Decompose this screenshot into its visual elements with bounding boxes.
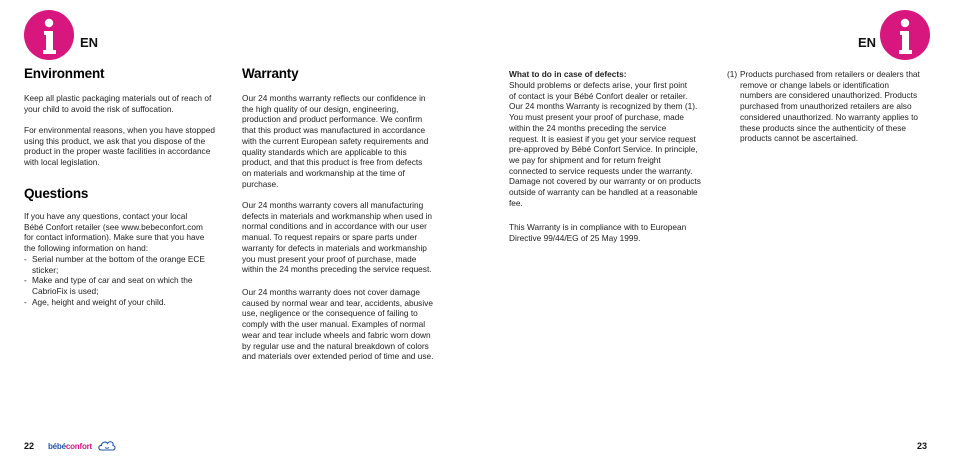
questions-list bbox=[24, 254, 222, 308]
questions-heading: Questions bbox=[24, 186, 89, 201]
environment-heading: Environment bbox=[24, 66, 105, 81]
warranty-paragraph-2: Our 24 months warranty covers all manufacturing defects in materials and workmanship when used in normal conditions and in accordance with our user manual. To request repairs or spare parts under warranty for defects in materials and workmanship you must present your proof of purchase, made within the 24 months preceding the service request. bbox=[242, 200, 433, 275]
page-number-right: 23 bbox=[917, 441, 928, 451]
logo-text-bebe: bébé bbox=[48, 442, 66, 451]
list-item bbox=[24, 254, 222, 275]
logo-text-confort: confort bbox=[65, 442, 93, 451]
info-icon bbox=[880, 10, 930, 60]
language-label-left: EN bbox=[80, 35, 99, 50]
defects-subtitle: What to do in case of defects: bbox=[509, 69, 627, 79]
environment-paragraph-2: For environmental reasons, when you have stopped using this product, we ask that you dispose of the product in the proper waste facilities in accordance with local legislation. bbox=[24, 125, 215, 168]
environment-paragraph-1: Keep all plastic packaging materials out of reach of your child to avoid the risk of suffocation. bbox=[24, 93, 212, 114]
page-number-left: 22 bbox=[24, 441, 35, 451]
info-icon bbox=[24, 10, 74, 60]
list-item-text: Serial number at the bottom of the orange ECE sticker; bbox=[32, 254, 205, 275]
cloud-icon bbox=[98, 439, 116, 453]
warranty-heading: Warranty bbox=[242, 66, 299, 81]
defects-paragraph-2: This Warranty is in compliance with to European Directive 99/44/EG of 25 May 1999. bbox=[509, 222, 687, 243]
brand-logo bbox=[48, 442, 92, 451]
language-label-right: EN bbox=[858, 35, 877, 50]
list-item bbox=[24, 275, 222, 296]
footnote-text: Products purchased from retailers or dealers that remove or change labels or identification numbers are considered unauthorized. Products purchased from unauthorized retailers are also considered unauthorized. No warranty applies to these products since the authenticity of these products cannot be ascertained. bbox=[740, 69, 920, 144]
list-item bbox=[24, 297, 222, 308]
warranty-paragraph-3: Our 24 months warranty does not cover damage caused by normal wear and tear, accidents, abusive use, negligence or the consequence of failing to comply with the user manual. Examples of normal wear and tear include wheels and fabric worn down by regular use and the natural breakdown of colors and materials over extended period of time and use. bbox=[242, 287, 434, 362]
questions-paragraph: If you have any questions, contact your local Bébé Confort retailer (see www.bebeconfort.com for contact information). Make sure that you have the following information on hand: bbox=[24, 211, 205, 254]
list-item-text: Make and type of car and seat on which the CabrioFix is used; bbox=[32, 275, 193, 297]
footnote-marker: (1) bbox=[727, 69, 738, 79]
warranty-paragraph-1: Our 24 months warranty reflects our confidence in the high quality of our design, engineering, production and product performance. We confirm that this product was manufactured in accordance with the current European safety requirements and quality standards which are applicable to this product, and that this product is free from defects on materials and workmanship at the time of purchase. bbox=[242, 93, 429, 189]
defects-paragraph-1: Should problems or defects arise, your first point of contact is your Bébé Confort dealer or retailer. Our 24 months Warranty is recognized by them (1). You must present your proof of purchase, made within the 24 months preceding the service request. It is easiest if you get your service request pre-approved by Bébé Confort Service. In principle, we pay for shipment and for return freight connected to service requests under the warranty. Damage not covered by our warranty or on products outside of warranty can be handled at a reasonable fee. bbox=[509, 80, 701, 208]
list-item-text: Age, height and weight of your child. bbox=[32, 296, 166, 307]
